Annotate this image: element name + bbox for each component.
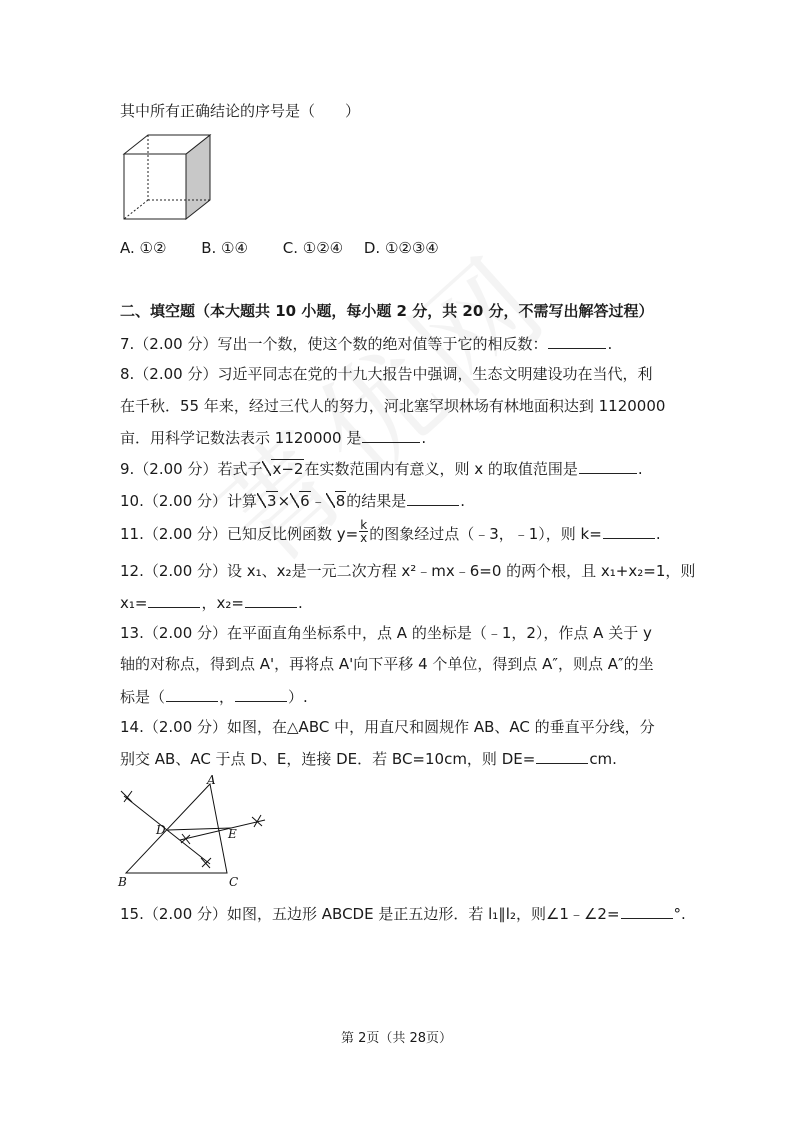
triangle-figure xyxy=(112,774,277,894)
answer-blank xyxy=(362,427,420,443)
answer-blank xyxy=(603,523,655,539)
question-15: 15.（2.00 分）如图，五边形 ABCDE 是正五边形．若 l₁∥l₂，则∠1﹣∠2= °. xyxy=(120,905,686,923)
sqrt-3: 3 xyxy=(257,491,278,511)
cube-front-face xyxy=(124,154,186,219)
sqrt-6: 6 xyxy=(290,491,311,511)
label-c: C xyxy=(229,875,239,889)
label-a: A xyxy=(207,774,216,787)
option-c: C. ①②④ xyxy=(282,239,344,257)
answer-blank xyxy=(166,686,218,702)
question-8-line-1: 8.（2.00 分）习近平同志在党的十九大报告中强调，生态文明建设功在当代，利 xyxy=(120,365,653,383)
segment-de xyxy=(168,828,231,830)
question-13-line-2: 轴的对称点，得到点 A'，再将点 A'向下平移 4 个单位，得到点 A″，则点 A″的坐 xyxy=(120,655,654,673)
section-title: 二、填空题（本大题共 10 小题，每小题 2 分，共 20 分，不需写出解答过程） xyxy=(120,302,654,320)
cube-figure xyxy=(118,132,218,227)
question-12-line-2: x₁= ，x₂= . xyxy=(120,594,303,612)
question-14-line-1: 14.（2.00 分）如图，在△ABC 中，用直尺和圆规作 AB、AC 的垂直平分线，分 xyxy=(120,718,655,736)
option-b: B. ①④ xyxy=(201,239,248,257)
question-11: 11.（2.00 分）已知反比例函数 y= $\frac{k}{x}$ 的图象经过点（﹣3，﹣1），则 k= . xyxy=(120,518,661,545)
sqrt-8: 8 xyxy=(326,491,347,511)
option-d: D. ①②③④ xyxy=(363,239,439,257)
perp-bisector-ab xyxy=(124,796,210,864)
question-12-line-1: 12.（2.00 分）设 x₁、x₂是一元二次方程 x²﹣mx﹣6=0 的两个根，且 x₁+x₂=1，则 xyxy=(120,562,696,580)
page-footer: 第 2页（共 28页） xyxy=(340,1031,453,1046)
answer-blank xyxy=(548,333,606,349)
answer-blank xyxy=(536,748,588,764)
answer-blank xyxy=(148,592,200,608)
question-10: 10.（2.00 分）计算 3× 6﹣ 8的结果是 . xyxy=(120,492,466,510)
option-a: A. ①② xyxy=(120,239,167,257)
question-14-line-2: 别交 AB、AC 于点 D、E，连接 DE．若 BC=10cm，则 DE= cm. xyxy=(120,750,617,768)
question-8-line-3: 亩．用科学记数法表示 1120000 是 . xyxy=(120,429,427,447)
question-13-line-1: 13.（2.00 分）在平面直角坐标系中，点 A 的坐标是（﹣1，2），作点 A 关于 y xyxy=(120,624,652,642)
answer-blank xyxy=(245,592,297,608)
question-9: 9.（2.00 分）若式子 x−2在实数范围内有意义，则 x 的取值范围是 . xyxy=(120,460,643,478)
arc-mark xyxy=(121,791,132,802)
q6-tail: 其中所有正确结论的序号是（ ） xyxy=(120,102,361,120)
question-7: 7.（2.00 分）写出一个数，使这个数的绝对值等于它的相反数： . xyxy=(120,335,613,353)
label-e: E xyxy=(228,827,237,841)
answer-blank xyxy=(579,458,637,474)
label-b: B xyxy=(118,875,127,889)
label-d: D xyxy=(156,823,166,837)
q6-options xyxy=(120,238,680,258)
sqrt-expression: x−2 xyxy=(262,459,304,479)
answer-blank xyxy=(621,903,673,919)
question-13-line-3: 标是（ ， ）. xyxy=(120,688,308,706)
answer-blank xyxy=(407,490,459,506)
perp-bisector-ac xyxy=(180,820,265,840)
question-8-line-2: 在千秋．55 年来，经过三代人的努力，河北塞罕坝林场有林地面积达到 1120000 xyxy=(120,397,666,415)
answer-blank xyxy=(235,686,287,702)
fraction-k-over-x: $\frac{k}{x}$ xyxy=(360,518,368,545)
